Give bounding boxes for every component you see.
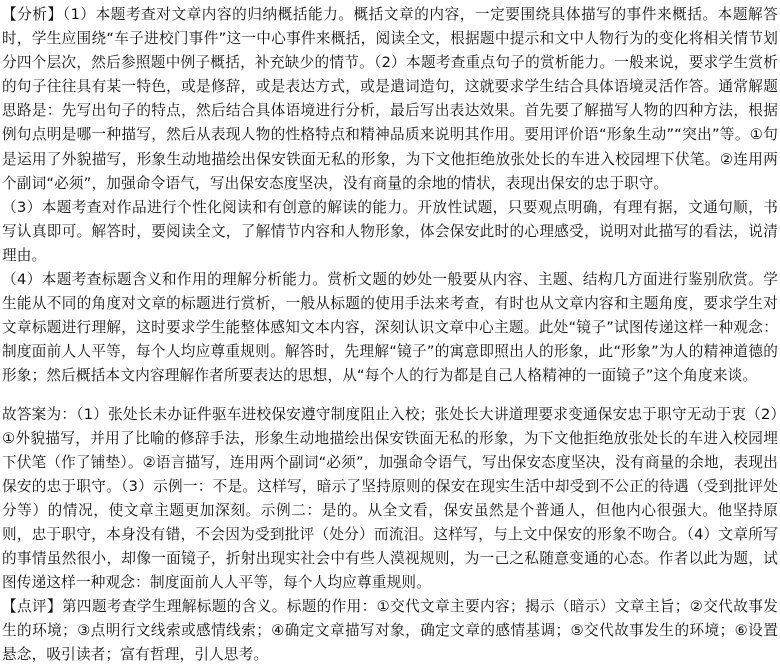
comment-paragraph: 【点评】第四题考查学生理解标题的含义。标题的作用：①交代文章主要内容；揭示（暗示）文章主旨；②交代故事发生的环境；③点明行文线索或感情线索；④确定文章描写对象，确定文章的感情基调；⑤交代故事发生的环境；⑥设置悬念，吸引读者；富有哲理，引人思考。 — [2, 598, 778, 664]
answer-paragraph: 故答案为：（1）张处长未办证件驱车进校保安遵守制度阻止入校；张处长大讲道理要求变通保安忠于职守无动于衷（2）①外貌描写，并用了比喻的修辞手法，形象生动地描绘出保安铁面无私的形象，为下文他拒绝放张处长的车进入校园埋下伏笔（作了铺垫）。②语言描写，连用两个副词“必须”，加强命令语气，写出保安态度坚决，没有商量的余地，表现出保安的忠于职守。（3）示例一：不是。这样写，暗示了坚持原则的保安在现实生活中却受到不公正的待遇（受到批评处分等）的情况，使文章主题更加深刻。示例二：是的。从全文看，保安虽然是个普通人，但他内心很强大。他坚持原则，忠于职守，本身没有错，不会因为受到批评（处分）而流泪。这样写，与上文中保安的形象不吻合。（4）文章所写的事情虽然很小，却像一面镜子，折射出现实社会中有些人漠视规则，为一己之私随意变通的心态。作者以此为题，试图传递这样一种观念：制度面前人人平等，每个人均应尊重规则。 — [2, 405, 778, 592]
analysis-paragraph-2: （3）本题考查对作品进行个性化阅读和有创意的解读的能力。开放性试题，只要观点明确，有理有据，文通句顺，书写认真即可。解答时，要阅读全文，了解情节内容和人物形象，体会保安此时的心理感受，说明对此描写的看法，说清理由。 — [2, 198, 778, 264]
paragraph-spacer — [2, 389, 778, 403]
analysis-paragraph-1: 【分析】（1）本题考查对文章内容的归纳概括能力。概括文章的内容，一定要围绕具体描写的事件来概括。本题解答时，学生应围绕“车子进校门事件”这一中心事件来概括，阅读全文，根据题中提示和文中人物行为的变化将相关情节划分四个层次，然后参照题中例子概括，补充缺少的情节。（2）本题考查重点句子的赏析能力。一般来说，要求学生赏析的句子往往具有某一特色，或是修辞，或是表达方式，或是遣词造句，这就要求学生结合具体语境灵活作答。通常解题思路是：先写出句子的特点，然后结合具体语境进行分析，最后写出表达效果。首先要了解描写人物的四种方法，根据例句点明是哪一种描写，然后从表现人物的性格特点和精神品质来说明其作用。要用评价语“形象生动”“突出”等。①句是运用了外貌描写，形象生动地描绘出保安铁面无私的形象，为下文他拒绝放张处长的车进入校园埋下伏笔。②连用两个副词“必须”，加强命令语气，写出保安态度坚决，没有商量的余地的情状，表现出保安的忠于职守。 — [2, 6, 778, 192]
solution-document — [2, 3, 778, 668]
analysis-paragraph-3: （4）本题考查标题含义和作用的理解分析能力。赏析文题的妙处一般要从内容、主题、结构几方面进行鉴别欣赏。学生能从不同的角度对文章的标题进行赏析，一般从标题的使用手法来考查，有时也从文章内容和主题角度，要求学生对文章标题进行理解，这时要求学生能整体感知文本内容，深刻认识文章中心主题。此处“镜子”试图传递这样一种观念：制度面前人人平等，每个人均应尊重规则。解答时，先理解“镜子”的寓意即照出人的形象，此“形象”为人的精神道德的形象；然后概括本文内容理解作者所要表达的思想，从“每个人的行为都是自己人格精神的一面镜子”这个角度来谈。 — [2, 271, 778, 385]
